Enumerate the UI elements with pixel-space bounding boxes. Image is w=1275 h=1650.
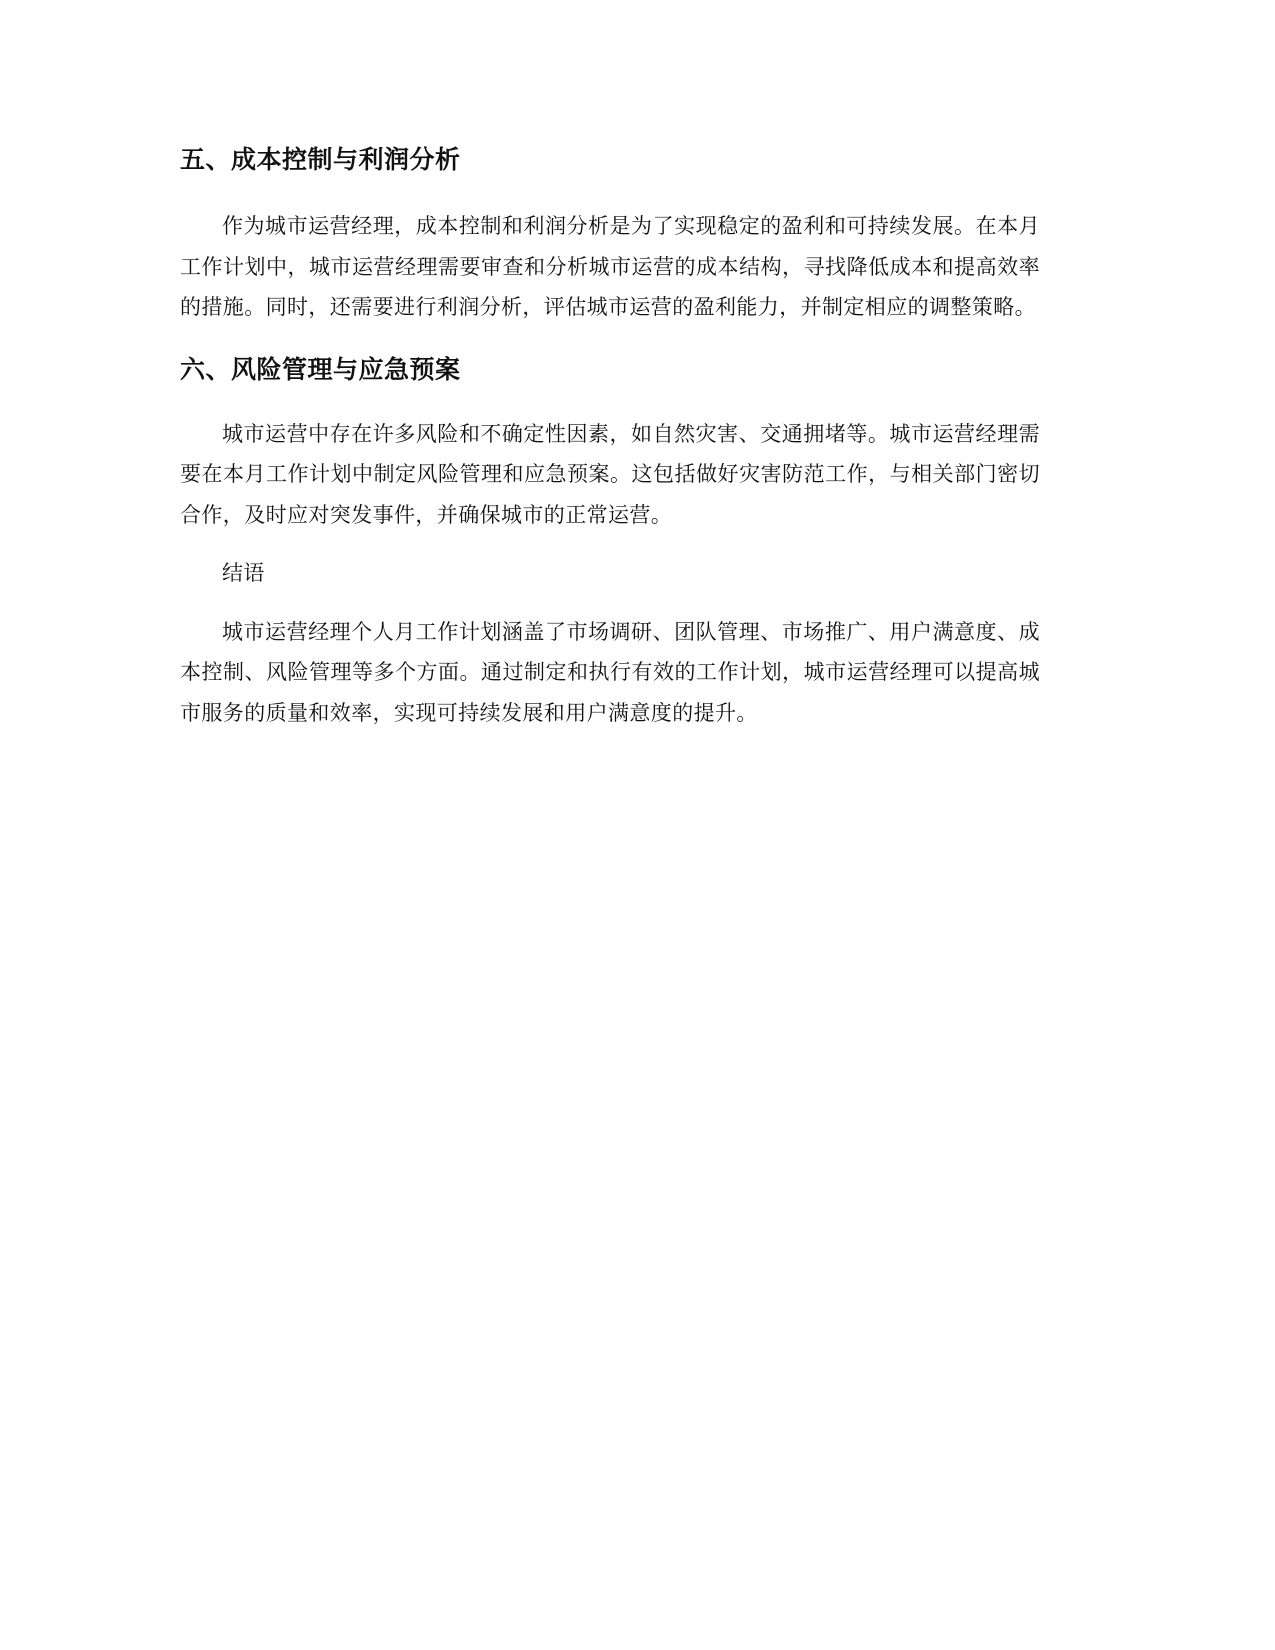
document-body — [180, 140, 1040, 733]
section-paragraph-risk-management: 城市运营中存在许多风险和不确定性因素，如自然灾害、交通拥堵等。城市运营经理需要在本月工作计划中制定风险管理和应急预案。这包括做好灾害防范工作，与相关部门密切合作，及时应对突发事件，并确保城市的正常运营。 — [180, 421, 1040, 527]
conclusion-title: 结语 — [222, 561, 265, 585]
section-heading-cost-control: 五、成本控制与利润分析 — [180, 145, 461, 174]
conclusion-paragraph: 城市运营经理个人月工作计划涵盖了市场调研、团队管理、市场推广、用户满意度、成本控制、风险管理等多个方面。通过制定和执行有效的工作计划，城市运营经理可以提高城市服务的质量和效率，实现可持续发展和用户满意度的提升。 — [180, 619, 1040, 725]
section-heading-risk-management: 六、风险管理与应急预案 — [180, 354, 461, 384]
section-paragraph-cost-control: 作为城市运营经理，成本控制和利润分析是为了实现稳定的盈利和可持续发展。在本月工作计划中，城市运营经理需要审查和分析城市运营的成本结构，寻找降低成本和提高效率的措施。同时，还需要进行利润分析，评估城市运营的盈利能力，并制定相应的调整策略。 — [180, 214, 1040, 319]
